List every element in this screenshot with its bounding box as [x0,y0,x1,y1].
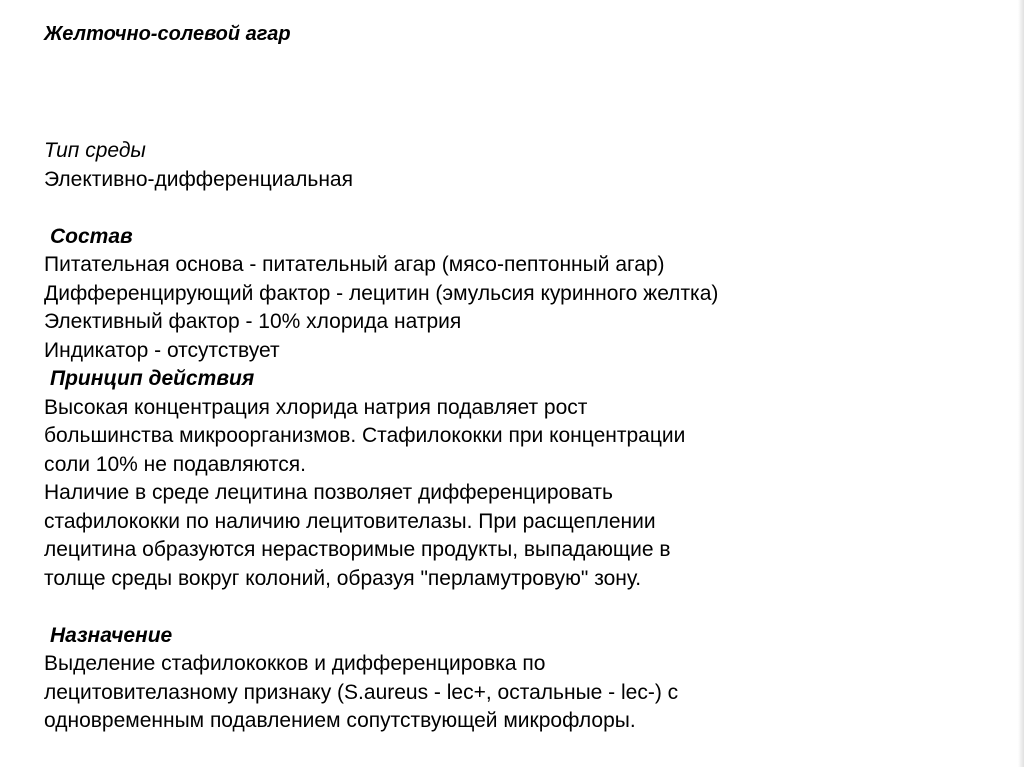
principle-line: толще среды вокруг колоний, образуя "перламутровую" зону. [44,566,642,590]
type-value: Элективно-дифференциальная [44,167,353,191]
purpose-line: лецитовителазному признаку (S.aureus - lec+, остальные - lec-) с [44,680,679,704]
spacer [44,194,964,223]
slide-content [44,137,964,736]
principle-line: Высокая концентрация хлорида натрия подавляет рост [44,395,588,419]
composition-heading: Состав [50,224,133,248]
slide-title: Желточно-солевой агар [44,23,291,45]
composition-line: Дифференцирующий фактор - лецитин (эмульсия куринного желтка) [44,281,719,305]
principle-line: соли 10% не подавляются. [44,452,306,476]
principle-line: лецитина образуются нерастворимые продукты, выпадающие в [44,538,671,561]
principle-line: стафилококки по наличию лецитовителазы. При расщеплении [44,509,656,533]
principle-line: большинства микроорганизмов. Стафилококки при концентрации [44,424,686,447]
spacer [44,593,964,622]
type-label: Тип среды [44,139,146,162]
composition-line: Элективный фактор - 10% хлорида натрия [44,310,462,333]
purpose-line: Выделение стафилококков и дифференцировка по [44,652,546,675]
composition-line: Питательная основа - питательный агар (мясо-пептонный агар) [44,253,665,276]
purpose-heading: Назначение [50,623,173,647]
purpose-line: одновременным подавлением сопутствующей микрофлоры. [44,709,636,732]
principle-line: Наличие в среде лецитина позволяет дифференцировать [44,481,613,504]
composition-line: Индикатор - отсутствует [44,338,280,362]
principle-heading: Принцип действия [50,367,255,390]
